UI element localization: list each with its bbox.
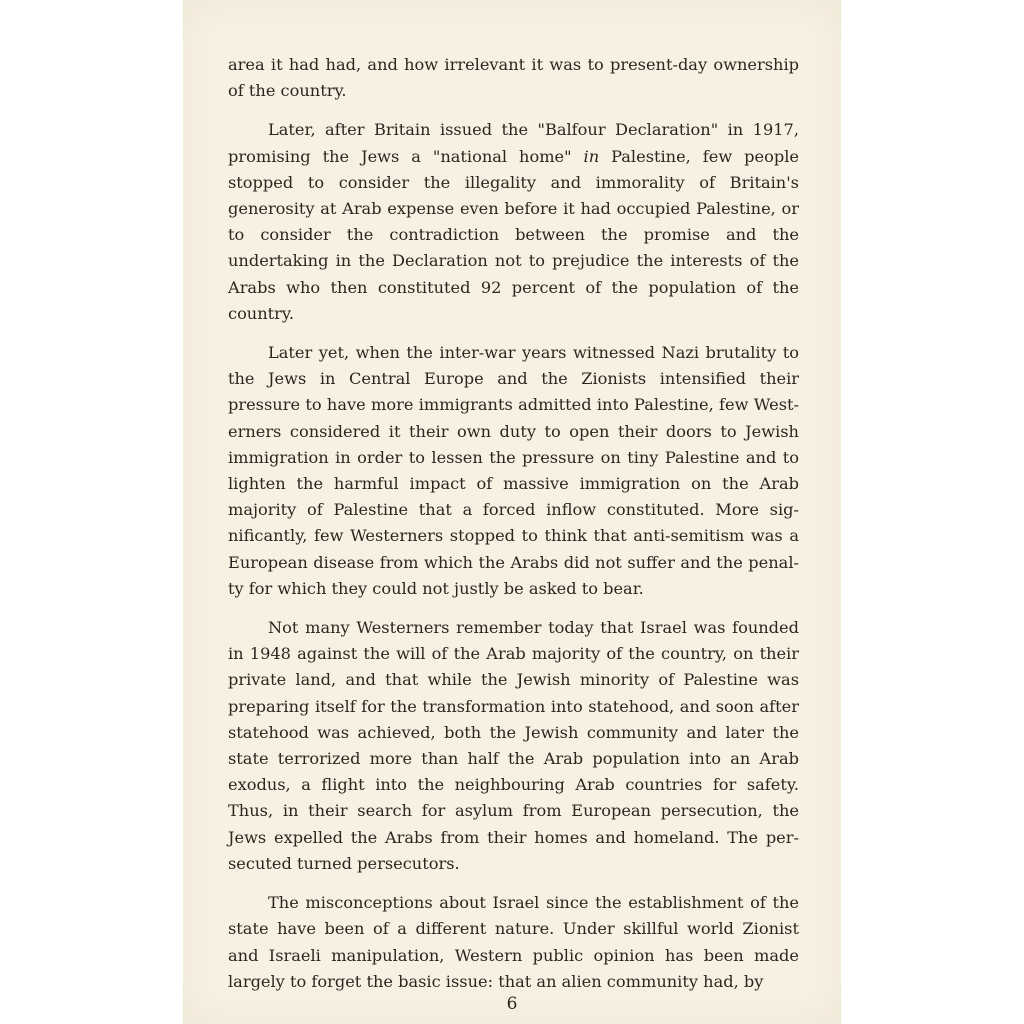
paragraph-4-text: Not many Westerners remember today that Israel was founded in 1948 against the will of the Arab majority of the country, on their private land, and that while the Jewish minority of Palestine was preparing itself for the transformation into statehood, and soon after statehood was achieved, both the Jewish community and later the state terrorized more than half the Arab population into an Arab exodus, a flight into the neighbouring Arab countries for safety. Thus, in their search for asylum from European persecution, the Jews expelled the Arabs from their homes and homeland. The persecuted turned persecutors. [228, 618, 799, 873]
paragraph-2-text-b: Palestine, few people stopped to consider the illegality and immorality of Britain's generosity at Arab expense even before it had occupied Palestine, or to consider the contradiction between the promise and the undertaking in the Declaration not to prejudice the interests of the Arabs who then constituted 92 percent of the population of the country. [228, 146, 799, 323]
paragraph-2-text-a: Later, after Britain issued the "Balfour Declaration" in 1917, promising the Jews a "national home" [228, 120, 799, 166]
paragraph-3 [228, 340, 799, 602]
paragraph-1 [228, 52, 799, 104]
body-text [228, 52, 799, 1008]
book-page [183, 0, 841, 1024]
paragraph-5-text: The misconceptions about Israel since the establishment of the state have been of a different nature. Under skillful world Zionist and Israeli manipulation, Western public opinion has been made largely to forget the basic issue: that an alien community had, by [228, 893, 799, 991]
paragraph-1-text: area it had had, and how irrelevant it was to present-day ownership of the country. [228, 55, 799, 101]
paragraph-3-text: Later yet, when the inter-war years witnessed Nazi brutality to the Jews in Central Europe and the Zionists intensified their pressure to have more immigrants admitted into Palestine, few Westerners considered it their own duty to open their doors to Jewish immigration in order to lessen the pressure on tiny Palestine and to lighten the harmful impact of massive immigration on the Arab majority of Palestine that a forced inflow constituted. More significantly, few Westerners stopped to think that anti-semitism was a European disease from which the Arabs did not suffer and the penalty for which they could not justly be asked to bear. [228, 343, 799, 598]
paragraph-2 [228, 117, 799, 327]
paragraph-2-italic: in [583, 146, 600, 166]
paragraph-5 [228, 890, 799, 995]
page-number: 6 [506, 994, 518, 1014]
paragraph-4 [228, 615, 799, 877]
